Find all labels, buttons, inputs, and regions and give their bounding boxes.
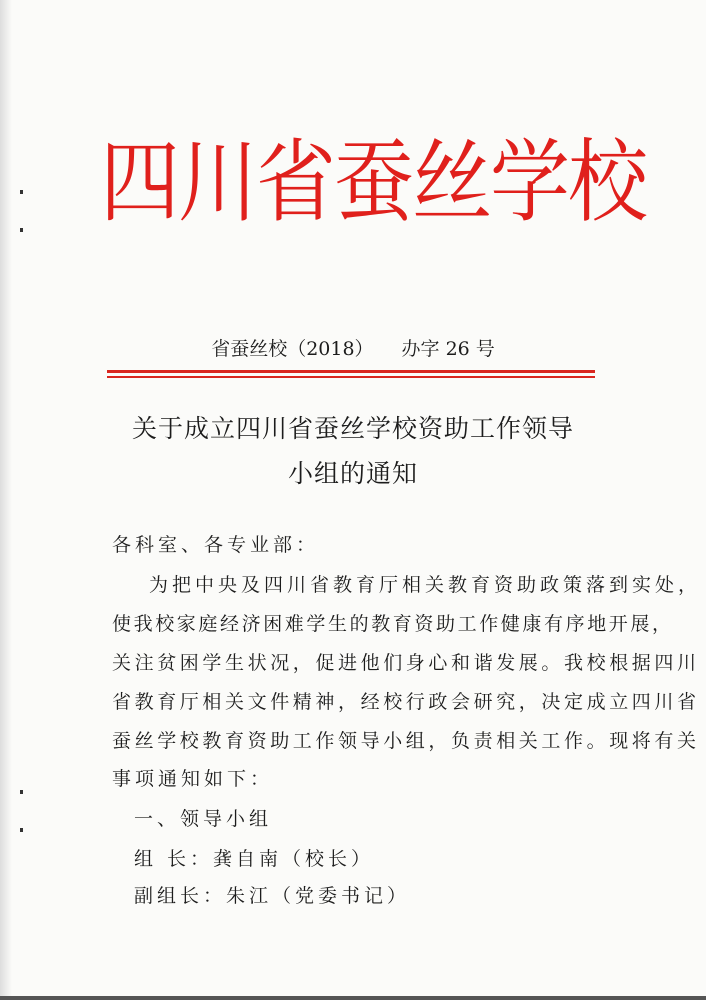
paragraph-line: 省教育厅相关文件精神，经校行政会研究，决定成立四川省 — [112, 691, 700, 713]
leader-entry: 组 长：龚自南（校长） — [134, 848, 375, 870]
document-title-line2: 小组的通知 — [287, 459, 418, 488]
document-title-line1: 关于成立四川省蚕丝学校资助工作领导 — [131, 414, 574, 443]
salutation: 各科室、各专业部： — [112, 534, 320, 556]
paragraph-line: 使我校家庭经济困难学生的教育资助工作健康有序地开展， — [112, 613, 674, 635]
deputy-leader-entry: 副组长：朱江（党委书记） — [134, 885, 411, 907]
organization-header: 四川省蚕丝学校 — [100, 130, 646, 235]
punch-mark — [20, 228, 23, 232]
punch-mark — [20, 190, 23, 194]
paragraph-line: 关注贫困学生状况，促进他们身心和谐发展。我校根据四川 — [112, 652, 700, 674]
doc-number-suffix: 办字 26 号 — [401, 338, 495, 360]
paragraph-line: 事项通知如下： — [112, 768, 274, 790]
paragraph-line: 为把中央及四川省教育厅相关教育资助政策落到实处， — [149, 574, 702, 596]
punch-mark — [20, 828, 23, 832]
doc-number-prefix: 省蚕丝校（2018） — [211, 338, 374, 360]
punch-mark — [20, 790, 23, 794]
red-divider-thick — [107, 370, 595, 373]
red-divider-thin — [107, 376, 595, 378]
scan-edge-shadow — [0, 0, 12, 1000]
scan-bottom-edge — [0, 996, 706, 1000]
document-number — [0, 334, 706, 361]
paragraph-line: 蚕丝学校教育资助工作领导小组，负责相关工作。现将有关 — [112, 730, 700, 752]
section-heading: 一、领导小组 — [134, 808, 273, 830]
